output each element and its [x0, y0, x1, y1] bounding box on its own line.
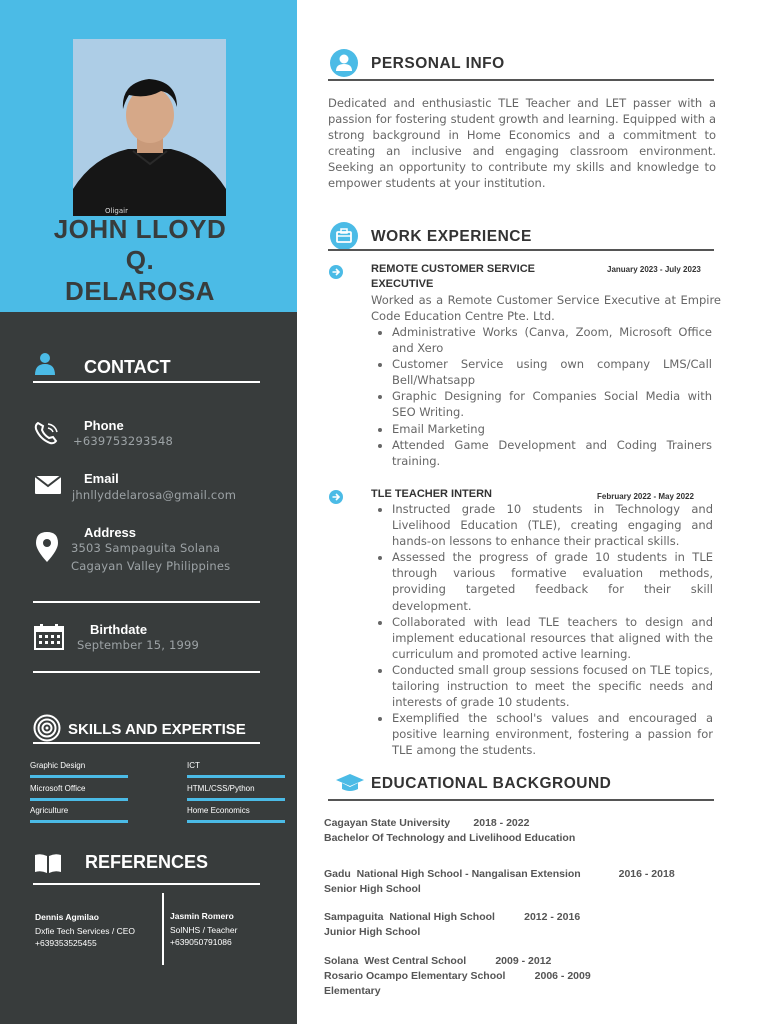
references-heading: REFERENCES [85, 852, 209, 872]
reference-entry [170, 911, 237, 948]
list-item: • Exemplified the school's values and encouraged a positive learning environment, fostering a passion for TLE among the students. [392, 710, 713, 758]
skill-label: Home Economics [187, 806, 250, 815]
address-line: Cagayan Valley Philippines [71, 559, 231, 573]
skill-bar [187, 820, 285, 823]
job-title: REMOTE CUSTOMER SERVICE EXECUTIVE [371, 263, 536, 290]
skill-label: Microsoft Office [30, 784, 86, 793]
skill-bar [30, 798, 128, 801]
job-date: January 2023 - July 2023 [607, 265, 701, 274]
reference-separator [162, 893, 164, 965]
person-circle-icon [330, 49, 358, 77]
reference-role: SolNHS / Teacher [170, 925, 238, 935]
list-item: • Attended Game Development and Coding Trainers training. [392, 437, 712, 469]
address-label: Address [84, 525, 137, 540]
education-entry [324, 867, 675, 897]
phone-value: +639753293548 [73, 434, 174, 448]
full-name [20, 214, 260, 307]
address-line: 3503 Sampaguita Solana [71, 541, 221, 555]
education-entry [324, 910, 580, 940]
education-degree: Senior High School [324, 883, 421, 895]
list-item: • Customer Service using own company LMS/Call Bell/Whatsapp [392, 356, 712, 388]
reference-entry [35, 912, 135, 949]
skill-bar [187, 798, 285, 801]
job-description: Worked as a Remote Customer Service Executive at Empire Code Education Centre Pte. Ltd. [371, 293, 721, 324]
references-divider [33, 883, 260, 885]
skill-label: Agriculture [30, 806, 69, 815]
reference-name: Dennis Agmilao [35, 912, 99, 922]
reference-name: Jasmin Romero [170, 911, 234, 921]
list-item: • Collaborated with lead TLE teachers to design and implement educational resources that aligned with the curriculum and promoted active learning. [392, 614, 713, 662]
education-degree: Elementary [324, 985, 381, 997]
skill-bar [187, 775, 285, 778]
education-heading: EDUCATIONAL BACKGROUND [371, 775, 612, 792]
person-icon [34, 352, 56, 380]
profile-photo [73, 39, 226, 216]
list-item: • Instructed grade 10 students in Technology and Livelihood Education (TLE), creating engaging and hands-on lessons to enhance their practical skills. [392, 501, 713, 549]
arrow-circle-icon [329, 264, 343, 283]
job-title: TLE TEACHER INTERN [371, 488, 492, 500]
education-school-line: Solana West Central School 2009 - 2012 [324, 955, 552, 967]
briefcase-icon [330, 222, 358, 250]
reference-role: Dxfie Tech Services / CEO [35, 926, 135, 936]
calendar-icon [34, 624, 64, 654]
education-entry [324, 954, 591, 999]
section-rule [328, 79, 714, 81]
contact-divider [33, 601, 260, 603]
email-label: Email [84, 471, 119, 486]
skill-bar [30, 775, 128, 778]
job-date: February 2022 - May 2022 [597, 492, 694, 501]
skill-label: HTML/CSS/Python [187, 784, 255, 793]
reference-phone: +639353525455 [35, 938, 97, 948]
section-rule [328, 799, 714, 801]
education-degree: Bachelor Of Technology and Livelihood Education [324, 832, 576, 844]
name-line: JOHN LLOYD [53, 214, 227, 244]
phone-icon [33, 420, 61, 450]
skills-divider [33, 742, 260, 744]
arrow-circle-icon [329, 489, 343, 508]
birthdate-value: September 15, 1999 [77, 638, 200, 652]
education-degree: Junior High School [324, 926, 421, 938]
list-item: • Conducted small group sessions focused on TLE topics, tailoring instruction to meet the specific needs and interests of grade 10 students. [392, 662, 713, 710]
birthdate-label: Birthdate [90, 622, 148, 637]
svg-text:Oligair: Oligair [105, 207, 128, 215]
personal-summary: Dedicated and enthusiastic TLE Teacher and LET passer with a passion for fostering student growth and learning. Equipped with a strong background in Home Economics and a commitment to creating an inclusive and engaging classroom environment. Seeking an opportunity to contribute my skills and knowledge to empower students at your institution. [328, 96, 716, 191]
contact-divider [33, 671, 260, 673]
list-item: • Graphic Designing for Companies Social Media with SEO Writing. [392, 388, 712, 420]
skill-label: ICT [187, 761, 200, 770]
book-icon [34, 852, 62, 878]
education-school-line: Cagayan State University 2018 - 2022 [324, 817, 530, 829]
skills-heading: SKILLS AND EXPERTISE [68, 721, 246, 738]
personal-info-heading: PERSONAL INFO [371, 55, 505, 72]
location-pin-icon [36, 532, 58, 566]
email-icon [35, 476, 61, 498]
contact-heading: CONTACT [84, 357, 171, 377]
phone-label: Phone [84, 418, 124, 433]
list-item: • Email Marketing [392, 421, 712, 437]
list-item: • Assessed the progress of grade 10 students in TLE through various formative evaluation methods, providing targeted feedback for their skill development. [392, 549, 713, 613]
education-school-line: Sampaguita National High School 2012 - 2016 [324, 911, 581, 923]
name-line: Q. [125, 245, 155, 275]
list-item: • Administrative Works (Canva, Zoom, Microsoft Office and Xero [392, 324, 712, 356]
skill-bar [30, 820, 128, 823]
job-bullets [371, 501, 713, 759]
education-school-line: Rosario Ocampo Elementary School 2006 - 2009 [324, 970, 591, 982]
reference-phone: +639050791086 [170, 937, 232, 947]
graduation-cap-icon [336, 772, 364, 798]
skill-label: Graphic Design [30, 761, 86, 770]
email-value: jhnllyddelarosa@gmail.com [72, 488, 237, 502]
section-rule [328, 249, 714, 251]
work-experience-heading: WORK EXPERIENCE [371, 228, 532, 245]
education-entry [324, 816, 575, 846]
contact-divider [33, 381, 260, 383]
name-line: DELAROSA [65, 276, 215, 306]
job-bullets [371, 324, 712, 469]
education-school-line: Gadu National High School - Nangalisan Extension 2016 - 2018 [324, 868, 675, 880]
